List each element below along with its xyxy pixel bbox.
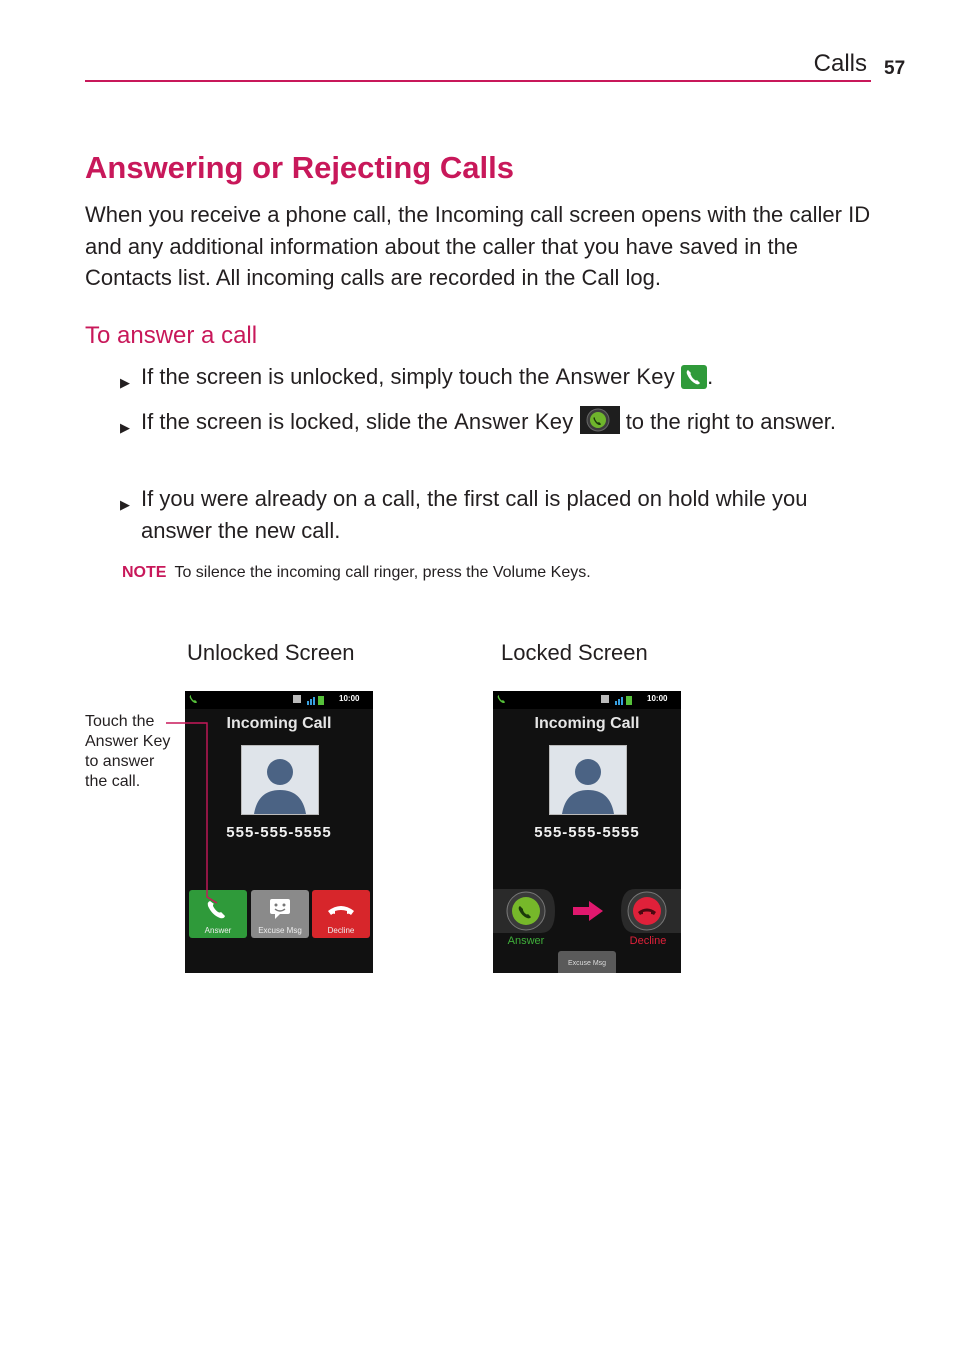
arrow-right-icon <box>571 899 605 923</box>
subheading: To answer a call <box>85 322 258 349</box>
triangle-bullet-icon: ▶ <box>120 375 130 390</box>
status-bar <box>493 691 681 709</box>
answer-slider-icon <box>506 891 546 931</box>
decline-slider-handle[interactable] <box>627 891 667 931</box>
hang-up-icon <box>312 890 370 930</box>
caller-number: 555-555-5555 <box>226 824 332 841</box>
triangle-bullet-icon: ▶ <box>120 497 130 512</box>
locked-screen <box>493 691 681 973</box>
answer-label: Answer <box>204 926 232 935</box>
bullet-text-end: . <box>707 364 714 389</box>
page-number: 57 <box>884 58 906 79</box>
note-text: To silence the incoming call ringer, press the Volume Keys. <box>174 564 591 581</box>
answer-label: Answer <box>507 935 545 947</box>
bullet-item <box>120 361 860 393</box>
bullet-text: If you were already on a call, the first call is placed on hold while you answer the new call. <box>141 486 808 543</box>
excuse-label: Excuse Msg <box>567 960 607 967</box>
caller-number: 555-555-5555 <box>534 824 640 841</box>
message-icon <box>251 890 309 930</box>
bullet-text: If the screen is locked, slide the <box>141 409 455 434</box>
bullet-item <box>120 406 860 470</box>
note <box>122 564 591 582</box>
incoming-call-title: Incoming Call <box>534 715 640 732</box>
decline-button[interactable] <box>312 890 370 938</box>
page-title: Answering or Rejecting Calls <box>85 150 514 185</box>
callout-line: to answer <box>85 753 155 770</box>
decline-label: Decline <box>629 935 667 947</box>
unlocked-screen-caption: Unlocked Screen <box>187 640 355 665</box>
status-time: 10:00 <box>647 694 668 703</box>
intro-paragraph: When you receive a phone call, the Incoming call screen opens with the caller ID and any additional information about the caller that you have saved in the Contacts list. All incoming calls are recorded in the Call log. <box>85 202 871 290</box>
callout-line: the call. <box>85 773 141 790</box>
contact-avatar-icon <box>549 745 627 815</box>
callout-key: Answer Key <box>85 733 171 750</box>
status-time: 10:00 <box>339 694 360 703</box>
answer-key-label: Answer Key <box>555 364 675 389</box>
header-divider <box>85 80 871 82</box>
bullet-text: If the screen is unlocked, simply touch the <box>141 364 556 389</box>
answer-key-label: Answer Key <box>454 409 574 434</box>
note-label: NOTE <box>122 564 167 581</box>
triangle-bullet-icon: ▶ <box>120 420 130 435</box>
excuse-message-button[interactable] <box>558 951 616 973</box>
callout-line: Touch the <box>85 713 155 730</box>
bullet-text-end: to the right to answer. <box>619 409 837 434</box>
decline-label: Decline <box>327 926 355 935</box>
callout-leader-line <box>160 715 230 905</box>
hang-up-icon <box>627 891 667 931</box>
bullet-item <box>120 483 860 547</box>
status-bar <box>185 691 373 709</box>
locked-screen-caption: Locked Screen <box>501 640 648 665</box>
answer-slider-handle[interactable] <box>506 891 546 931</box>
excuse-message-button[interactable] <box>251 890 309 938</box>
phone-icon <box>681 365 707 398</box>
incoming-call-title: Incoming Call <box>226 715 332 732</box>
excuse-label: Excuse Msg <box>258 926 302 935</box>
contact-avatar-icon <box>241 745 319 815</box>
section-title: Calls <box>813 50 867 77</box>
answer-slider-icon <box>580 406 620 443</box>
